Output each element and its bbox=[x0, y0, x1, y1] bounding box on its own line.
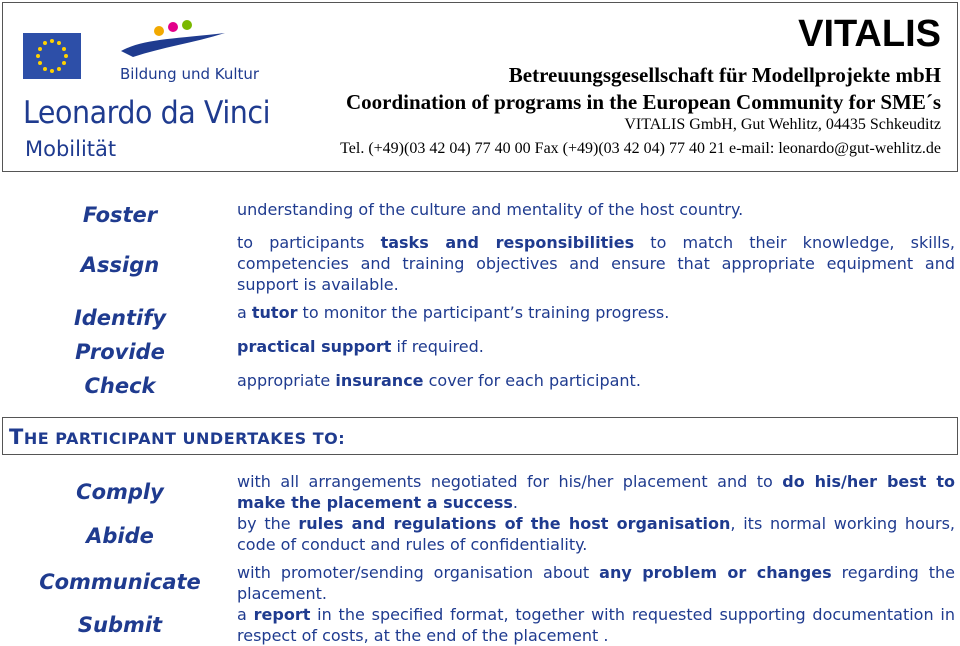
duty-text bbox=[237, 562, 955, 604]
duty-text bbox=[237, 513, 955, 555]
body-text: understanding of the culture and mentality of the host country. bbox=[237, 200, 744, 219]
eu-flag-icon bbox=[23, 33, 81, 79]
verb-submit: Submit bbox=[77, 613, 163, 637]
body-text: to monitor the participant’s training progress. bbox=[297, 303, 670, 322]
verb-assign: Assign bbox=[80, 253, 160, 277]
program-logo-icon bbox=[113, 17, 233, 63]
duty-text bbox=[237, 232, 955, 295]
emphasis-text: tasks and responsibilities bbox=[380, 233, 635, 252]
body-text: a bbox=[237, 605, 254, 624]
body-text: if required. bbox=[391, 337, 484, 356]
emphasis-text: tutor bbox=[251, 303, 298, 322]
organisation-contact: Tel. (+49)(03 42 04) 77 40 00 Fax (+49)(03 42 04) 77 40 21 e-mail: leonardo@gut-wehlitz.de bbox=[340, 140, 941, 157]
body-text: to participants bbox=[237, 233, 381, 252]
section-heading-initial: T bbox=[9, 425, 24, 449]
body-text: cover for each participant. bbox=[423, 371, 641, 390]
program-subtitle: Mobilität bbox=[25, 137, 117, 161]
emphasis-text: report bbox=[253, 605, 311, 624]
verb-check: Check bbox=[84, 374, 156, 398]
duty-text bbox=[237, 302, 955, 323]
organisation-mission: Coordination of programs in the European Community for SME´s bbox=[345, 90, 941, 114]
emphasis-text: do his/her best to make the placement a success bbox=[237, 472, 956, 512]
body-text: with all arrangements negotiated for his/her placement and to bbox=[237, 472, 783, 491]
organisation-tagline: Betreuungsgesellschaft für Modellprojekte mbH bbox=[508, 63, 941, 87]
body-text: to match their knowledge, skills, competencies and training objectives and ensure that appropriate equipment and support is available. bbox=[237, 233, 955, 294]
body-text: with promoter/sending organisation about bbox=[237, 563, 600, 582]
section-heading-rest: HE PARTICIPANT UNDERTAKES TO: bbox=[23, 429, 346, 448]
duty-text bbox=[237, 199, 955, 220]
emphasis-text: rules and regulations of the host organisation bbox=[298, 514, 731, 533]
emphasis-text: any problem or changes bbox=[599, 563, 832, 582]
body-text: by the bbox=[237, 514, 299, 533]
verb-provide: Provide bbox=[75, 340, 165, 364]
body-text: appropriate bbox=[237, 371, 336, 390]
duty-text bbox=[237, 604, 955, 646]
section-heading bbox=[9, 425, 345, 449]
verb-identify: Identify bbox=[73, 306, 167, 330]
verb-comply: Comply bbox=[76, 480, 164, 504]
organisation-name: VITALIS bbox=[798, 13, 941, 55]
verb-abide: Abide bbox=[86, 524, 154, 548]
body-text: , its normal working hours, code of conduct and rules of confidentiality. bbox=[237, 514, 955, 554]
letterhead bbox=[2, 2, 958, 172]
duty-text bbox=[237, 336, 955, 357]
program-line: Bildung und Kultur bbox=[120, 65, 260, 83]
duty-text bbox=[237, 471, 955, 513]
body-text: a bbox=[237, 303, 252, 322]
program-title: Leonardo da Vinci bbox=[23, 95, 271, 131]
emphasis-text: practical support bbox=[237, 337, 392, 356]
verb-foster: Foster bbox=[82, 203, 158, 227]
verb-communicate: Communicate bbox=[39, 570, 201, 594]
body-text: . bbox=[512, 493, 519, 512]
body-text: in the specified format, together with requested supporting documentation in respect of costs, at the end of the placement . bbox=[237, 605, 956, 645]
section-heading-box bbox=[2, 417, 958, 455]
organisation-address: VITALIS GmbH, Gut Wehlitz, 04435 Schkeuditz bbox=[624, 116, 941, 133]
emphasis-text: insurance bbox=[335, 371, 424, 390]
duty-text bbox=[237, 370, 955, 391]
body-text: regarding the placement. bbox=[237, 563, 955, 603]
